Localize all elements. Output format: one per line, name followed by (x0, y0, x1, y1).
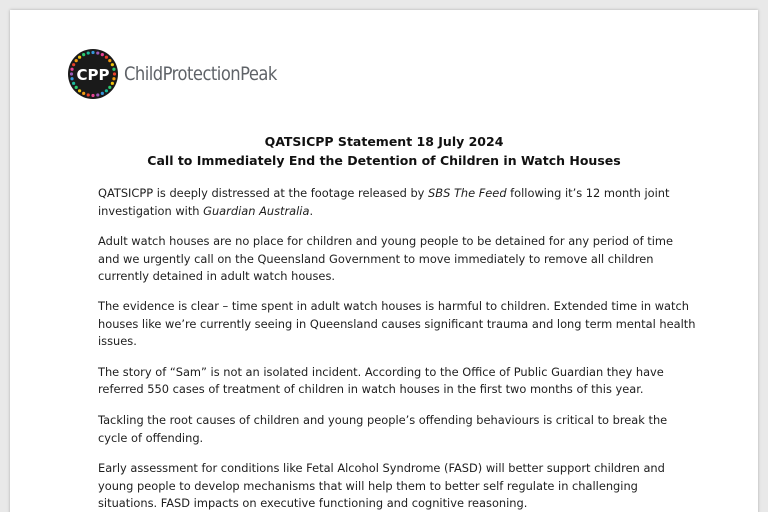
paragraph-1-source-sbs: SBS The Feed (428, 186, 507, 200)
logo-dot (70, 77, 73, 80)
logo-dot (82, 92, 85, 95)
logo-dot (108, 59, 111, 62)
paragraph-6: Early assessment for conditions like Fetal Alcohol Syndrome (FASD) will better support children and young people to develop mechanisms that will help them to better self regulate in challenging situations. FASD impacts on executive functioning and cognitive reasoning. (98, 461, 665, 511)
logo-dot (112, 77, 115, 80)
logo-dot (78, 56, 81, 59)
logo-dot (91, 94, 94, 97)
logo-dot (113, 72, 116, 75)
paragraph-5: Tackling the root causes of children and young people’s offending behaviours is critical to break the cycle of offending. (98, 412, 668, 445)
statement-body (98, 185, 698, 512)
logo-dot (105, 89, 108, 92)
logo-dot (72, 63, 75, 66)
logo-dot (105, 56, 108, 59)
logo-dot (111, 63, 114, 66)
logo-mark-text: CPP (76, 66, 110, 84)
paragraph-1-text-a: QATSICPP is deeply distressed at the footage released by (98, 186, 429, 200)
logo-dot (75, 86, 78, 89)
logo-dot (96, 93, 99, 96)
logo-dot (96, 51, 99, 54)
logo-dot (72, 82, 75, 85)
statement-heading (10, 132, 758, 170)
heading-line-2: Call to Immediately End the Detention of Children in Watch Houses (147, 153, 621, 168)
logo-dot (82, 53, 85, 56)
logo-dot (75, 59, 78, 62)
brand-name: ChildProtectionPeak (124, 63, 277, 85)
logo-dot (70, 72, 73, 75)
logo (66, 48, 302, 100)
paragraph-4: The story of “Sam” is not an isolated incident. According to the Office of Public Guardian they have referred 550 cases of treatment of children in watch houses in the first two months of this year. (98, 364, 664, 397)
paragraph-2: Adult watch houses are no place for children and young people to be detained for any period of time and we urgently call on the Queensland Government to move immediately to remove all children currently detained in adult watch houses. (98, 234, 673, 284)
logo-dot (101, 53, 104, 56)
paragraph-1-text-e: . (309, 203, 314, 218)
document-page (10, 10, 758, 512)
logo-dot (112, 68, 115, 71)
logo-dot (70, 68, 73, 71)
logo-dot (78, 89, 81, 92)
paragraph-1 (98, 185, 698, 220)
logo-dot (108, 86, 111, 89)
cpp-logo-icon (66, 47, 120, 101)
logo-dot (101, 92, 104, 95)
logo-dot (91, 51, 94, 54)
logo-dot (87, 51, 90, 54)
heading-line-1: QATSICPP Statement 18 July 2024 (264, 134, 504, 149)
paragraph-3: The evidence is clear – time spent in adult watch houses is harmful to children. Extended time in watch houses like we’re currently seeing in Queensland causes significant trauma and long term mental health issues. (98, 298, 696, 349)
logo-dot (111, 82, 114, 85)
paragraph-1-source-guardian: Guardian Australia (203, 203, 310, 218)
logo-dot (87, 93, 90, 96)
paragraph-1-text-c: following it’s 12 month joint investigation with (98, 186, 670, 218)
